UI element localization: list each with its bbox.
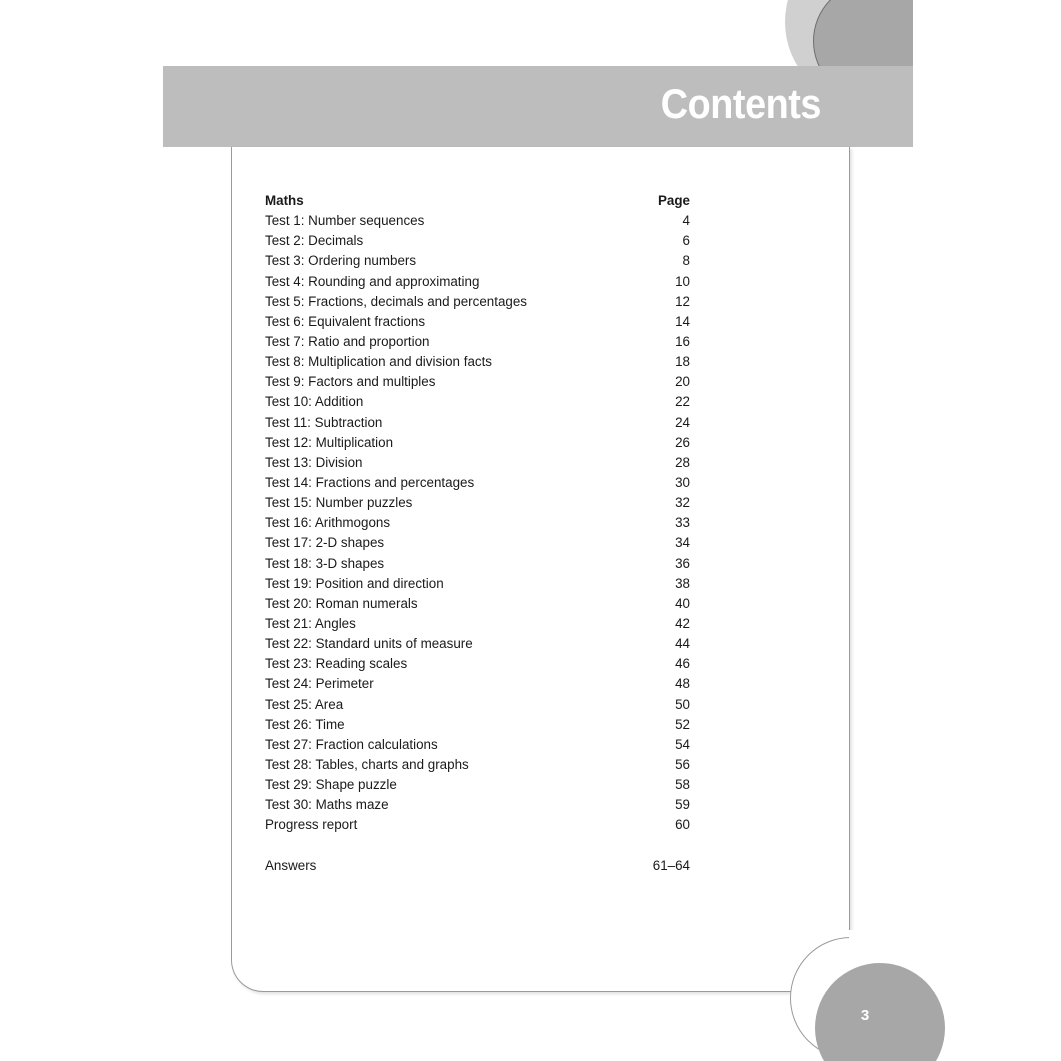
toc-entry-page: 44	[675, 636, 690, 652]
toc-entry-page: 6	[682, 233, 690, 249]
toc-entry-page: 54	[675, 736, 690, 752]
page-title: Contents	[660, 80, 821, 127]
toc-entry-row[interactable]	[265, 453, 690, 473]
toc-entry-page: 34	[675, 535, 690, 551]
toc-entry-row[interactable]	[265, 433, 690, 453]
toc-entry-row[interactable]	[265, 513, 690, 533]
toc-entry-page: 12	[675, 293, 690, 309]
toc-entry-row[interactable]	[265, 634, 690, 654]
toc-entry-label: Test 20: Roman numerals	[265, 595, 418, 611]
toc-answers-row[interactable]	[265, 856, 690, 876]
toc-entry-label: Test 9: Factors and multiples	[265, 374, 436, 390]
toc-entry-page: 58	[675, 777, 690, 793]
toc-entry-page: 30	[675, 474, 690, 490]
toc-entry-row[interactable]	[265, 231, 690, 251]
toc-entry-page: 56	[675, 756, 690, 772]
toc-entry-row[interactable]	[265, 574, 690, 594]
toc-entry-label: Test 25: Area	[265, 696, 344, 712]
toc-entry-row[interactable]	[265, 251, 690, 271]
toc-entry-page: 52	[675, 716, 690, 732]
toc-entry-page: 36	[675, 555, 690, 571]
toc-entry-label: Test 21: Angles	[265, 615, 356, 631]
toc-entry-label: Test 4: Rounding and approximating	[265, 273, 480, 289]
toc-entry-row[interactable]	[265, 795, 690, 815]
toc-entry-label: Test 1: Number sequences	[265, 213, 425, 229]
toc-entry-row[interactable]	[265, 533, 690, 553]
table-of-contents	[265, 191, 690, 876]
toc-entry-label: Test 30: Maths maze	[265, 797, 389, 813]
toc-entry-page: 22	[675, 394, 690, 410]
toc-entry-page: 18	[675, 354, 690, 370]
toc-entry-row[interactable]	[265, 594, 690, 614]
toc-entry-row[interactable]	[265, 352, 690, 372]
toc-entry-row[interactable]	[265, 332, 690, 352]
toc-entry-label: Test 3: Ordering numbers	[265, 253, 417, 269]
toc-entry-label: Test 23: Reading scales	[265, 656, 408, 672]
page-number: 3	[860, 1007, 870, 1024]
toc-entry-label: Test 26: Time	[265, 716, 345, 732]
toc-entry-label: Test 7: Ratio and proportion	[265, 333, 430, 349]
toc-entry-label: Test 22: Standard units of measure	[265, 636, 473, 652]
toc-entry-row[interactable]	[265, 272, 690, 292]
toc-entry-label: Test 15: Number puzzles	[265, 495, 413, 511]
header-banner	[163, 66, 913, 147]
toc-entry-page: 33	[675, 515, 690, 531]
toc-entry-page: 32	[675, 495, 690, 511]
section-label: Maths	[265, 193, 304, 208]
toc-entry-row[interactable]	[265, 413, 690, 433]
page-margin	[913, 0, 1061, 1061]
toc-entry-label: Test 27: Fraction calculations	[265, 736, 438, 752]
toc-entry-page: 26	[675, 434, 690, 450]
toc-entry-row[interactable]	[265, 493, 690, 513]
spacer	[265, 836, 690, 856]
page-column-label: Page	[657, 193, 690, 208]
toc-entry-page: 10	[675, 273, 690, 289]
toc-entry-label: Test 14: Fractions and percentages	[265, 474, 475, 490]
toc-entry-page: 8	[682, 253, 690, 269]
toc-entry-row[interactable]	[265, 715, 690, 735]
toc-entry-page: 24	[675, 414, 690, 430]
toc-entry-label: Test 29: Shape puzzle	[265, 777, 397, 793]
toc-entry-row[interactable]	[265, 695, 690, 715]
toc-entry-page: 14	[675, 313, 690, 329]
toc-entry-page: 60	[675, 817, 690, 833]
toc-entry-label: Test 28: Tables, charts and graphs	[265, 756, 469, 772]
toc-entry-label: Test 24: Perimeter	[265, 676, 374, 692]
toc-entry-row[interactable]	[265, 473, 690, 493]
toc-entry-page: 50	[675, 696, 690, 712]
toc-entries	[265, 211, 690, 835]
toc-entry-row[interactable]	[265, 735, 690, 755]
toc-entry-label: Test 6: Equivalent fractions	[265, 313, 426, 329]
toc-entry-page: 59	[675, 797, 690, 813]
toc-entry-label: Test 11: Subtraction	[265, 414, 383, 430]
toc-entry-page: 40	[675, 595, 690, 611]
toc-entry-row[interactable]	[265, 614, 690, 634]
toc-entry-label: Test 2: Decimals	[265, 233, 364, 249]
toc-entry-label: Answers	[265, 857, 317, 873]
toc-entry-page: 16	[675, 333, 690, 349]
toc-entry-label: Test 13: Division	[265, 454, 363, 470]
toc-entry-row[interactable]	[265, 372, 690, 392]
toc-entry-page: 28	[675, 454, 690, 470]
toc-entry-label: Test 19: Position and direction	[265, 575, 444, 591]
toc-entry-page: 46	[675, 656, 690, 672]
toc-entry-label: Test 12: Multiplication	[265, 434, 394, 450]
toc-entry-row[interactable]	[265, 775, 690, 795]
toc-entry-label: Test 8: Multiplication and division facts	[265, 354, 493, 370]
toc-header-row	[265, 191, 690, 211]
toc-entry-row[interactable]	[265, 654, 690, 674]
toc-entry-row[interactable]	[265, 554, 690, 574]
toc-entry-label: Test 5: Fractions, decimals and percentages	[265, 293, 527, 309]
toc-entry-page: 61–64	[652, 857, 690, 873]
toc-entry-label: Test 16: Arithmogons	[265, 515, 391, 531]
toc-entry-label: Test 10: Addition	[265, 394, 364, 410]
toc-entry-row[interactable]	[265, 392, 690, 412]
toc-entry-label: Test 17: 2-D shapes	[265, 535, 385, 551]
toc-entry-page: 20	[675, 374, 690, 390]
toc-entry-page: 42	[675, 615, 690, 631]
toc-entry-label: Test 18: 3-D shapes	[265, 555, 385, 571]
toc-entry-row[interactable]	[265, 312, 690, 332]
toc-entry-page: 4	[682, 213, 690, 229]
toc-entry-row[interactable]	[265, 755, 690, 775]
toc-entry-row[interactable]	[265, 815, 690, 835]
toc-entry-row[interactable]	[265, 292, 690, 312]
toc-entry-row[interactable]	[265, 674, 690, 694]
toc-entry-label: Progress report	[265, 817, 358, 833]
toc-entry-row[interactable]	[265, 211, 690, 231]
toc-entry-page: 48	[675, 676, 690, 692]
toc-entry-page: 38	[675, 575, 690, 591]
